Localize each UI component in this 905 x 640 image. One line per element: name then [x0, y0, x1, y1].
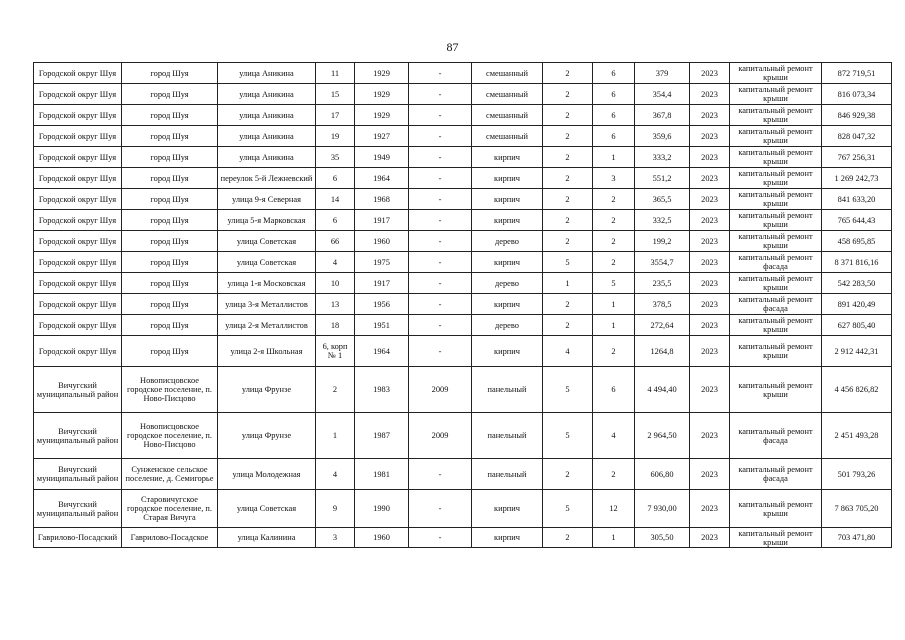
cell-built: 1949 [355, 147, 409, 168]
cell-area: 551,2 [635, 168, 690, 189]
cell-work: капитальный ремонт крыши [730, 84, 822, 105]
cell-floors: 2 [543, 294, 593, 315]
cell-renovated: - [409, 168, 472, 189]
cell-walls: смешанный [472, 126, 543, 147]
cell-district: Городской округ Шуя [34, 147, 122, 168]
cell-district: Вичугский муниципальный район [34, 367, 122, 413]
cell-street: улица Советская [218, 231, 316, 252]
cell-settlement: Новописцовское городское поселение, п. Ново-Писцово [122, 413, 218, 459]
cell-cost: 458 695,85 [822, 231, 892, 252]
cell-house: 14 [316, 189, 355, 210]
cell-renovated: - [409, 126, 472, 147]
table-row [34, 459, 892, 490]
cell-settlement: город Шуя [122, 105, 218, 126]
cell-entrances: 6 [593, 63, 635, 84]
cell-street: улица Аникина [218, 105, 316, 126]
cell-district: Городской округ Шуя [34, 189, 122, 210]
cell-house: 18 [316, 315, 355, 336]
page-number: 87 [446, 40, 459, 54]
cell-area: 7 930,00 [635, 490, 690, 528]
cell-year: 2023 [690, 252, 730, 273]
cell-house: 4 [316, 252, 355, 273]
cell-house: 17 [316, 105, 355, 126]
table-row [34, 231, 892, 252]
cell-street: переулок 5-й Лежневский [218, 168, 316, 189]
cell-walls: кирпич [472, 210, 543, 231]
cell-area: 305,50 [635, 528, 690, 548]
cell-walls: панельный [472, 413, 543, 459]
cell-floors: 2 [543, 105, 593, 126]
cell-cost: 627 805,40 [822, 315, 892, 336]
cell-district: Вичугский муниципальный район [34, 490, 122, 528]
cell-year: 2023 [690, 147, 730, 168]
cell-street: улица Фрунзе [218, 413, 316, 459]
cell-work: капитальный ремонт крыши [730, 367, 822, 413]
cell-area: 1264,8 [635, 336, 690, 367]
cell-cost: 1 269 242,73 [822, 168, 892, 189]
cell-built: 1983 [355, 367, 409, 413]
cell-area: 3554,7 [635, 252, 690, 273]
cell-walls: кирпич [472, 147, 543, 168]
cell-renovated: - [409, 315, 472, 336]
cell-entrances: 2 [593, 231, 635, 252]
cell-cost: 816 073,34 [822, 84, 892, 105]
cell-built: 1929 [355, 105, 409, 126]
cell-settlement: город Шуя [122, 168, 218, 189]
cell-walls: дерево [472, 273, 543, 294]
cell-walls: панельный [472, 367, 543, 413]
cell-floors: 2 [543, 189, 593, 210]
cell-street: улица 2-я Металлистов [218, 315, 316, 336]
cell-entrances: 6 [593, 105, 635, 126]
cell-renovated: - [409, 490, 472, 528]
cell-entrances: 1 [593, 147, 635, 168]
cell-district: Городской округ Шуя [34, 294, 122, 315]
cell-renovated: - [409, 528, 472, 548]
cell-house: 6 [316, 168, 355, 189]
cell-floors: 2 [543, 528, 593, 548]
cell-entrances: 3 [593, 168, 635, 189]
table-row [34, 189, 892, 210]
cell-floors: 2 [543, 231, 593, 252]
table-row [34, 105, 892, 126]
cell-built: 1927 [355, 126, 409, 147]
cell-renovated: - [409, 294, 472, 315]
cell-walls: кирпич [472, 294, 543, 315]
cell-year: 2023 [690, 528, 730, 548]
cell-floors: 2 [543, 459, 593, 490]
cell-settlement: город Шуя [122, 63, 218, 84]
cell-cost: 872 719,51 [822, 63, 892, 84]
cell-settlement: город Шуя [122, 210, 218, 231]
cell-district: Городской округ Шуя [34, 63, 122, 84]
cell-house: 11 [316, 63, 355, 84]
cell-work: капитальный ремонт фасада [730, 413, 822, 459]
cell-cost: 828 047,32 [822, 126, 892, 147]
cell-built: 1960 [355, 231, 409, 252]
cell-walls: смешанный [472, 84, 543, 105]
table-row [34, 315, 892, 336]
cell-renovated: - [409, 459, 472, 490]
cell-year: 2023 [690, 315, 730, 336]
cell-year: 2023 [690, 126, 730, 147]
cell-walls: смешанный [472, 105, 543, 126]
cell-cost: 2 451 493,28 [822, 413, 892, 459]
cell-renovated: 2009 [409, 413, 472, 459]
cell-area: 199,2 [635, 231, 690, 252]
cell-settlement: город Шуя [122, 252, 218, 273]
cell-built: 1987 [355, 413, 409, 459]
cell-year: 2023 [690, 84, 730, 105]
cell-built: 1917 [355, 210, 409, 231]
cell-house: 6, корп № 1 [316, 336, 355, 367]
table-row [34, 413, 892, 459]
cell-built: 1929 [355, 63, 409, 84]
cell-entrances: 4 [593, 413, 635, 459]
cell-entrances: 2 [593, 252, 635, 273]
cell-cost: 542 283,50 [822, 273, 892, 294]
cell-renovated: - [409, 84, 472, 105]
cell-work: капитальный ремонт крыши [730, 490, 822, 528]
cell-entrances: 2 [593, 459, 635, 490]
cell-settlement: Гаврилово-Посадское [122, 528, 218, 548]
cell-built: 1951 [355, 315, 409, 336]
cell-work: капитальный ремонт фасада [730, 459, 822, 490]
cell-floors: 2 [543, 84, 593, 105]
cell-walls: панельный [472, 459, 543, 490]
cell-district: Городской округ Шуя [34, 168, 122, 189]
cell-entrances: 1 [593, 294, 635, 315]
cell-district: Городской округ Шуя [34, 231, 122, 252]
cell-walls: кирпич [472, 168, 543, 189]
cell-work: капитальный ремонт крыши [730, 528, 822, 548]
cell-built: 1964 [355, 336, 409, 367]
cell-street: улица Аникина [218, 147, 316, 168]
cell-street: улица Молодежная [218, 459, 316, 490]
cell-built: 1917 [355, 273, 409, 294]
cell-house: 35 [316, 147, 355, 168]
cell-entrances: 6 [593, 126, 635, 147]
cell-floors: 2 [543, 315, 593, 336]
cell-entrances: 5 [593, 273, 635, 294]
cell-district: Вичугский муниципальный район [34, 459, 122, 490]
cell-year: 2023 [690, 294, 730, 315]
cell-floors: 5 [543, 413, 593, 459]
cell-settlement: город Шуя [122, 84, 218, 105]
table-row [34, 294, 892, 315]
cell-work: капитальный ремонт крыши [730, 273, 822, 294]
cell-walls: кирпич [472, 490, 543, 528]
cell-street: улица Советская [218, 252, 316, 273]
cell-house: 6 [316, 210, 355, 231]
cell-walls: кирпич [472, 189, 543, 210]
cell-house: 3 [316, 528, 355, 548]
cell-built: 1929 [355, 84, 409, 105]
cell-renovated: - [409, 189, 472, 210]
cell-work: капитальный ремонт крыши [730, 315, 822, 336]
cell-area: 235,5 [635, 273, 690, 294]
cell-work: капитальный ремонт фасада [730, 252, 822, 273]
cell-year: 2023 [690, 336, 730, 367]
cell-settlement: город Шуя [122, 294, 218, 315]
cell-work: капитальный ремонт крыши [730, 189, 822, 210]
cell-renovated: 2009 [409, 367, 472, 413]
cell-street: улица Аникина [218, 63, 316, 84]
cell-district: Городской округ Шуя [34, 315, 122, 336]
cell-renovated: - [409, 210, 472, 231]
table-row [34, 273, 892, 294]
cell-street: улица Фрунзе [218, 367, 316, 413]
cell-area: 2 964,50 [635, 413, 690, 459]
cell-work: капитальный ремонт фасада [730, 294, 822, 315]
cell-renovated: - [409, 336, 472, 367]
cell-district: Городской округ Шуя [34, 126, 122, 147]
table-row [34, 367, 892, 413]
table-row [34, 210, 892, 231]
table-row [34, 147, 892, 168]
cell-district: Городской округ Шуя [34, 84, 122, 105]
cell-work: капитальный ремонт крыши [730, 147, 822, 168]
cell-cost: 4 456 826,82 [822, 367, 892, 413]
cell-cost: 8 371 816,16 [822, 252, 892, 273]
table-body [34, 63, 892, 548]
cell-settlement: город Шуя [122, 336, 218, 367]
cell-renovated: - [409, 273, 472, 294]
cell-cost: 2 912 442,31 [822, 336, 892, 367]
cell-work: капитальный ремонт крыши [730, 231, 822, 252]
cell-work: капитальный ремонт крыши [730, 210, 822, 231]
cell-street: улица Аникина [218, 84, 316, 105]
cell-house: 2 [316, 367, 355, 413]
cell-floors: 5 [543, 367, 593, 413]
cell-entrances: 12 [593, 490, 635, 528]
cell-area: 379 [635, 63, 690, 84]
cell-renovated: - [409, 147, 472, 168]
cell-floors: 2 [543, 126, 593, 147]
cell-year: 2023 [690, 367, 730, 413]
cell-area: 359,6 [635, 126, 690, 147]
cell-cost: 501 793,26 [822, 459, 892, 490]
cell-floors: 2 [543, 210, 593, 231]
cell-entrances: 6 [593, 367, 635, 413]
table-row [34, 528, 892, 548]
cell-district: Вичугский муниципальный район [34, 413, 122, 459]
cell-area: 272,64 [635, 315, 690, 336]
cell-area: 332,5 [635, 210, 690, 231]
cell-house: 10 [316, 273, 355, 294]
cell-area: 4 494,40 [635, 367, 690, 413]
cell-house: 15 [316, 84, 355, 105]
cell-walls: кирпич [472, 252, 543, 273]
cell-settlement: Сунженское сельское поселение, д. Семигорье [122, 459, 218, 490]
cell-built: 1990 [355, 490, 409, 528]
cell-year: 2023 [690, 231, 730, 252]
cell-cost: 703 471,80 [822, 528, 892, 548]
cell-area: 333,2 [635, 147, 690, 168]
cell-house: 4 [316, 459, 355, 490]
cell-built: 1981 [355, 459, 409, 490]
cell-built: 1960 [355, 528, 409, 548]
cell-area: 367,8 [635, 105, 690, 126]
cell-entrances: 1 [593, 315, 635, 336]
cell-work: капитальный ремонт крыши [730, 63, 822, 84]
cell-settlement: город Шуя [122, 315, 218, 336]
cell-street: улица Советская [218, 490, 316, 528]
cell-renovated: - [409, 63, 472, 84]
cell-house: 19 [316, 126, 355, 147]
cell-street: улица 5-я Марковская [218, 210, 316, 231]
table-row [34, 63, 892, 84]
cell-street: улица 2-я Школьная [218, 336, 316, 367]
cell-cost: 7 863 705,20 [822, 490, 892, 528]
cell-street: улица 9-я Северная [218, 189, 316, 210]
cell-area: 606,80 [635, 459, 690, 490]
cell-walls: кирпич [472, 528, 543, 548]
cell-district: Городской округ Шуя [34, 105, 122, 126]
cell-house: 1 [316, 413, 355, 459]
cell-cost: 841 633,20 [822, 189, 892, 210]
cell-floors: 5 [543, 252, 593, 273]
cell-work: капитальный ремонт крыши [730, 336, 822, 367]
cell-built: 1964 [355, 168, 409, 189]
cell-street: улица Аникина [218, 126, 316, 147]
cell-walls: дерево [472, 231, 543, 252]
table-row [34, 84, 892, 105]
cell-year: 2023 [690, 210, 730, 231]
cell-year: 2023 [690, 168, 730, 189]
cell-entrances: 2 [593, 336, 635, 367]
cell-house: 9 [316, 490, 355, 528]
cell-house: 13 [316, 294, 355, 315]
cell-floors: 2 [543, 147, 593, 168]
cell-settlement: город Шуя [122, 189, 218, 210]
cell-work: капитальный ремонт крыши [730, 105, 822, 126]
cell-house: 66 [316, 231, 355, 252]
cell-settlement: город Шуя [122, 126, 218, 147]
cell-year: 2023 [690, 105, 730, 126]
cell-cost: 765 644,43 [822, 210, 892, 231]
cell-floors: 5 [543, 490, 593, 528]
cell-year: 2023 [690, 413, 730, 459]
cell-street: улица Калинина [218, 528, 316, 548]
cell-year: 2023 [690, 189, 730, 210]
cell-year: 2023 [690, 459, 730, 490]
cell-street: улица 1-я Московская [218, 273, 316, 294]
cell-year: 2023 [690, 273, 730, 294]
cell-settlement: Новописцовское городское поселение, п. Ново-Писцово [122, 367, 218, 413]
cell-cost: 767 256,31 [822, 147, 892, 168]
cell-district: Гаврилово-Посадский [34, 528, 122, 548]
table-row [34, 252, 892, 273]
cell-floors: 2 [543, 63, 593, 84]
cell-year: 2023 [690, 63, 730, 84]
cell-entrances: 2 [593, 189, 635, 210]
table-row [34, 168, 892, 189]
cell-floors: 2 [543, 168, 593, 189]
cell-walls: кирпич [472, 336, 543, 367]
cell-cost: 846 929,38 [822, 105, 892, 126]
cell-area: 354,4 [635, 84, 690, 105]
cell-district: Городской округ Шуя [34, 252, 122, 273]
cell-walls: дерево [472, 315, 543, 336]
cell-entrances: 2 [593, 210, 635, 231]
cell-cost: 891 420,49 [822, 294, 892, 315]
table-row [34, 336, 892, 367]
cell-floors: 1 [543, 273, 593, 294]
register-table [33, 62, 892, 548]
cell-year: 2023 [690, 490, 730, 528]
cell-district: Городской округ Шуя [34, 336, 122, 367]
cell-settlement: город Шуя [122, 147, 218, 168]
cell-street: улица 3-я Металлистов [218, 294, 316, 315]
cell-settlement: Старовичугское городское поселение, п. Старая Вичуга [122, 490, 218, 528]
cell-settlement: город Шуя [122, 231, 218, 252]
cell-built: 1975 [355, 252, 409, 273]
cell-renovated: - [409, 231, 472, 252]
cell-area: 378,5 [635, 294, 690, 315]
cell-built: 1956 [355, 294, 409, 315]
cell-floors: 4 [543, 336, 593, 367]
cell-entrances: 1 [593, 528, 635, 548]
cell-renovated: - [409, 105, 472, 126]
cell-built: 1968 [355, 189, 409, 210]
cell-walls: смешанный [472, 63, 543, 84]
table-row [34, 490, 892, 528]
cell-district: Городской округ Шуя [34, 210, 122, 231]
cell-work: капитальный ремонт крыши [730, 126, 822, 147]
table-row [34, 126, 892, 147]
cell-work: капитальный ремонт крыши [730, 168, 822, 189]
cell-district: Городской округ Шуя [34, 273, 122, 294]
cell-settlement: город Шуя [122, 273, 218, 294]
cell-entrances: 6 [593, 84, 635, 105]
cell-area: 365,5 [635, 189, 690, 210]
cell-renovated: - [409, 252, 472, 273]
